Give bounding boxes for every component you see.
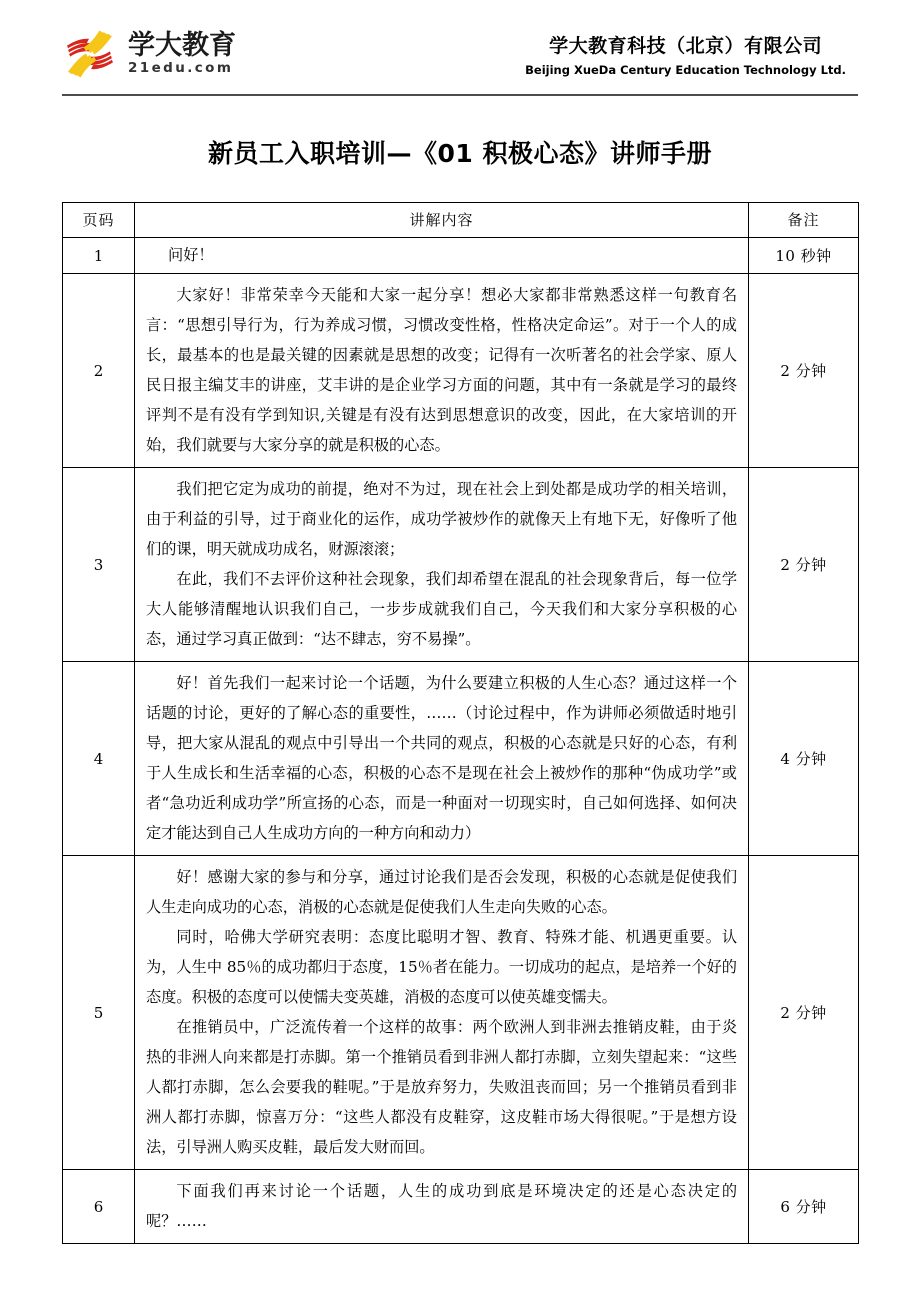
table-row bbox=[63, 662, 859, 856]
content-paragraph: 在此，我们不去评价这种社会现象，我们却希望在混乱的社会现象背后，每一位学大人能够清醒地认识我们自己，一步步成就我们自己，今天我们和大家分享积极的心态，通过学习真正做到：“达不肆志，穷不易操”。 bbox=[146, 570, 737, 648]
content-paragraph: 大家好！非常荣幸今天能和大家一起分享！想必大家都非常熟悉这样一句教育名言：“思想引导行为，行为养成习惯，习惯改变性格，性格决定命运”。对于一个人的成长，最基本的也是最关键的因素就是思想的改变；记得有一次听著名的社会学家、原人民日报主编艾丰的讲座，艾丰讲的是企业学习方面的问题，其中有一条就是学习的最终评判不是有没有学到知识,关键是有没有达到思想意识的改变，因此，在大家培训的开始，我们就要与大家分享的就是积极的心态。 bbox=[146, 286, 737, 454]
header-divider bbox=[62, 94, 858, 96]
cell-page-number: 2 bbox=[63, 274, 135, 468]
cell-content bbox=[135, 238, 749, 274]
column-header-page: 页码 bbox=[63, 203, 135, 238]
table-row bbox=[63, 856, 859, 1170]
content-paragraph: 下面我们再来讨论一个话题，人生的成功到底是环境决定的还是心态决定的呢？…… bbox=[146, 1182, 737, 1230]
cell-note: 10 秒钟 bbox=[749, 238, 859, 274]
logo-en-text: 21edu.com bbox=[128, 60, 234, 77]
company-block bbox=[525, 31, 858, 77]
content-paragraph: 问好！ bbox=[168, 246, 214, 264]
content-paragraph: 好！首先我们一起来讨论一个话题，为什么要建立积极的人生心态？通过这样一个话题的讨论，更好的了解心态的重要性，……（讨论过程中，作为讲师必须做适时地引导，把大家从混乱的观点中引导出一个共同的观点，积极的心态就是只好的心态，有利于人生成长和生活幸福的心态，积极的心态不是现在社会上被炒作的那种“伪成功学”或者“急功近利成功学”所宣扬的心态，而是一种面对一切现实时，自己如何选择、如何决定才能达到自己人生成功方向的一种方向和动力） bbox=[146, 674, 737, 842]
cell-note: 6 分钟 bbox=[749, 1170, 859, 1244]
cell-note: 2 分钟 bbox=[749, 856, 859, 1170]
cell-content bbox=[135, 1170, 749, 1244]
page-title: 新员工入职培训—《01 积极心态》讲师手册 bbox=[208, 139, 712, 168]
cell-page-number: 6 bbox=[63, 1170, 135, 1244]
cell-note: 2 分钟 bbox=[749, 274, 859, 468]
logo-cn-text: 学大教育 bbox=[128, 30, 236, 62]
company-name-cn: 学大教育科技（北京）有限公司 bbox=[549, 35, 823, 57]
table-row bbox=[63, 274, 859, 468]
logo-wordmark bbox=[128, 32, 236, 76]
table-header-row bbox=[63, 203, 859, 238]
cell-page-number: 3 bbox=[63, 468, 135, 662]
table-row bbox=[63, 238, 859, 274]
content-paragraph: 在推销员中，广泛流传着一个这样的故事：两个欧洲人到非洲去推销皮鞋，由于炎热的非洲人向来都是打赤脚。第一个推销员看到非洲人都打赤脚，立刻失望起来：“这些人都打赤脚，怎么会要我的鞋呢。”于是放弃努力，失败沮丧而回；另一个推销员看到非洲人都打赤脚，惊喜万分：“这些人都没有皮鞋穿，这皮鞋市场大得很呢。”于是想方设法，引导洲人购买皮鞋，最后发大财而回。 bbox=[146, 1018, 737, 1156]
lesson-plan-table bbox=[62, 202, 859, 1244]
pinwheel-logo-icon bbox=[62, 30, 118, 78]
column-header-note: 备注 bbox=[749, 203, 859, 238]
cell-content bbox=[135, 856, 749, 1170]
company-name-en: Beijing XueDa Century Education Technology Ltd. bbox=[525, 63, 846, 77]
content-paragraph: 好！感谢大家的参与和分享，通过讨论我们是否会发现，积极的心态就是促使我们人生走向成功的心态，消极的心态就是促使我们人生走向失败的心态。 bbox=[146, 868, 737, 916]
brand-block bbox=[62, 30, 236, 78]
letterhead bbox=[62, 0, 858, 90]
cell-content bbox=[135, 274, 749, 468]
cell-page-number: 4 bbox=[63, 662, 135, 856]
cell-page-number: 5 bbox=[63, 856, 135, 1170]
table-row bbox=[63, 468, 859, 662]
cell-page-number: 1 bbox=[63, 238, 135, 274]
column-header-content: 讲解内容 bbox=[135, 203, 749, 238]
content-paragraph: 同时，哈佛大学研究表明：态度比聪明才智、教育、特殊才能、机遇更重要。认为，人生中 85％的成功都归于态度，15％者在能力。一切成功的起点，是培养一个好的态度。积极的态度可以使懦夫变英雄，消极的态度可以使英雄变懦夫。 bbox=[146, 928, 737, 1006]
cell-content bbox=[135, 662, 749, 856]
cell-content bbox=[135, 468, 749, 662]
cell-note: 4 分钟 bbox=[749, 662, 859, 856]
content-paragraph: 我们把它定为成功的前提，绝对不为过，现在社会上到处都是成功学的相关培训，由于利益的引导，过于商业化的运作，成功学被炒作的就像天上有地下无，好像听了他们的课，明天就成功成名，财源滚滚； bbox=[146, 480, 737, 558]
table-row bbox=[63, 1170, 859, 1244]
cell-note: 2 分钟 bbox=[749, 468, 859, 662]
